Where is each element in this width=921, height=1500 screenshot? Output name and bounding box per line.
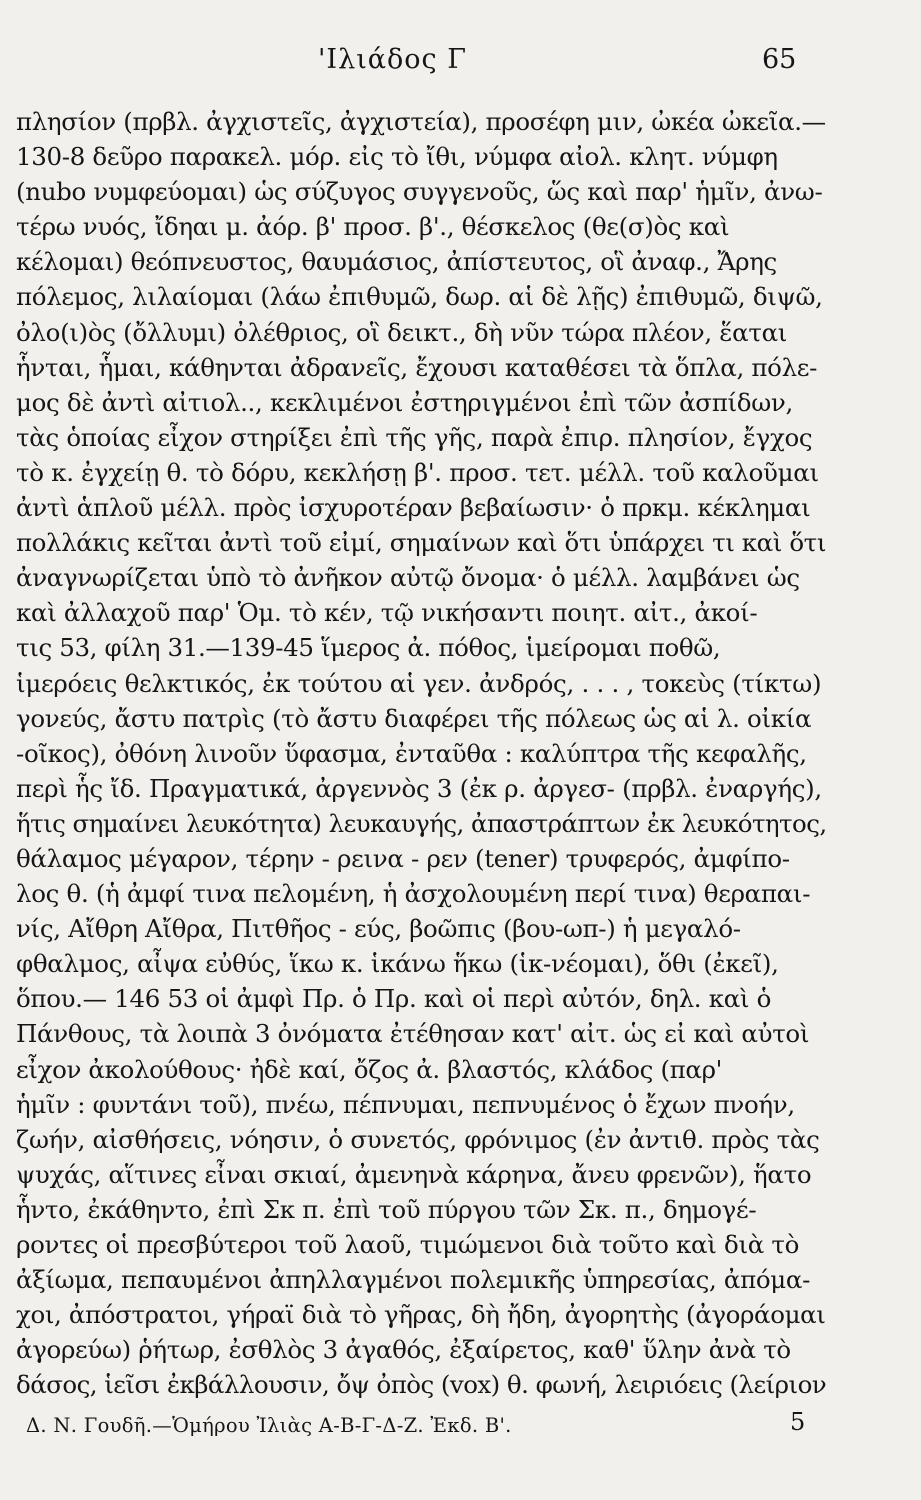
- text-line: ἀξίωμα, πεπαυμένοι ἀπηλλαγμένοι πολεμικῆς ὑπηρεσίας, ἀπόμα-: [16, 1265, 811, 1295]
- text-line: ροντες οἱ πρεσβύτεροι τοῦ λαοῦ, τιμώμενοι διὰ τοῦτο καὶ διὰ τὸ: [16, 1230, 800, 1259]
- commentary-text: [16, 104, 846, 1402]
- text-line: τὰς ὁποίας εἶχον στηρίξει ἐπὶ τῆς γῆς, παρὰ ἐπιρ. πλησίον, ἔγχος: [16, 422, 813, 452]
- text-line: εἶχον ἀκολούθους· ἠδὲ καί, ὄζος ἀ. βλαστός, κλάδος (παρ': [16, 1054, 723, 1084]
- text-line: (nubo νυμφεύομαι) ὡς σύζυγος συγγενοῦς, ὥς καὶ παρ' ἡμῖν, ἀνω-: [16, 177, 823, 207]
- footer: [26, 1408, 816, 1446]
- text-line: ἧντο, ἐκάθηντο, ἐπὶ Σκ π. ἐπὶ τοῦ πύργου τῶν Σκ. π., δημογέ-: [16, 1194, 757, 1224]
- text-line: ἀναγνωρίζεται ὑπὸ τὸ ἀνῆκον αὐτῷ ὄνομα· ὁ μέλλ. λαμβάνει ὡς: [16, 563, 800, 593]
- text-line: δάσος, ἱεῖσι ἐκβάλλουσιν, ὄψ ὀπὸς (vox) θ. φωνή, λειριόεις (λείριον: [16, 1370, 827, 1400]
- text-line: 130-8 δεῦρο παρακελ. μόρ. εἰς τὸ ἴθι, νύμφα αἰολ. κλητ. νύμφη: [16, 142, 778, 172]
- text-line: γονεύς, ἄστυ πατρὶς (τὸ ἄστυ διαφέρει τῆς πόλεως ὡς αἱ λ. οἰκία: [16, 703, 812, 733]
- text-line: τὸ κ. ἐγχείῃ θ. τὸ δόρυ, κεκλήσῃ β'. προσ. τετ. μέλλ. τοῦ καλοῦμαι: [16, 457, 819, 487]
- text-line: ἀγορεύω) ῥήτωρ, ἐσθλὸς 3 ἀγαθός, ἐξαίρετος, καθ' ὕλην ἀνὰ τὸ: [16, 1335, 791, 1365]
- text-line: τις 53, φίλη 31.—139-45 ἵμερος ἀ. πόθος, ἱμείρομαι ποθῶ,: [16, 633, 721, 663]
- text-line: ὅπου.— 146 53 οἱ ἀμφὶ Πρ. ὁ Πρ. καὶ οἱ περὶ αὐτόν, δηλ. καὶ ὁ: [16, 984, 772, 1014]
- text-line: φθαλμος, αἶψα εὐθύς, ἵκω κ. ἱκάνω ἥκω (ἱκ-νέομαι), ὅθι (ἐκεῖ),: [16, 949, 779, 979]
- text-line: καὶ ἀλλαχοῦ παρ' Ὁμ. τὸ κέν, τῷ νικήσαντι ποιητ. αἰτ., ἀκοί-: [16, 598, 758, 628]
- text-line: ἧνται, ἧμαι, κάθηνται ἀδρανεῖς, ἔχουσι καταθέσει τὰ ὅπλα, πόλε-: [16, 352, 818, 382]
- text-line: πόλεμος, λιλαίομαι (λάω ἐπιθυμῶ, δωρ. αἱ δὲ λῇς) ἐπιθυμῶ, διψῶ,: [16, 282, 823, 312]
- text-line: θάλαμος μέγαρον, τέρην - ρεινα - ρεν (tener) τρυφερός, ἀμφίπο-: [16, 843, 790, 873]
- running-title: 'Ιλιάδος Γ: [318, 44, 467, 75]
- text-line: πολλάκις κεῖται ἀντὶ τοῦ εἰμί, σημαίνων καὶ ὅτι ὑπάρχει τι καὶ ὅτι: [16, 528, 827, 558]
- footer-imprint: Δ. Ν. Γουδῆ.—Ὁμήρου Ἰλιὰς Α-Β-Γ-Δ-Ζ. Ἐκδ. Β'.: [26, 1414, 512, 1437]
- text-line: χοι, ἀπόστρατοι, γήραϊ διὰ τὸ γῆρας, δὴ ἤδη, ἀγορητὴς (ἀγοράομαι: [16, 1300, 826, 1330]
- running-header: [0, 38, 921, 88]
- text-line: -οῖκος), ὀθόνη λινοῦν ὕφασμα, ἐνταῦθα : καλύπτρα τῆς κεφαλῆς,: [16, 738, 807, 768]
- text-line: ὀλο(ι)ὸς (ὄλλυμι) ὀλέθριος, οἳ δεικτ., δὴ νῦν τώρα πλέον, ἕαται: [16, 317, 788, 347]
- text-line: πλησίον (πρβλ. ἀγχιστεῖς, ἀγχιστεία), προσέφη μιν, ὠκέα ὠκεῖα.—: [16, 107, 826, 136]
- text-line: Πάνθους, τὰ λοιπὰ 3 ὀνόματα ἐτέθησαν κατ' αἰτ. ὡς εἰ καὶ αὐτοὶ: [16, 1019, 810, 1049]
- sheet-number: 5: [790, 1408, 806, 1436]
- text-line: νίς, Αἴθρη Αἴθρα, Πιτθῆος - εύς, βοῶπις (βου-ωπ-) ἡ μεγαλό-: [16, 914, 741, 944]
- text-line: ζωήν, αἰσθήσεις, νόησιν, ὁ συνετός, φρόνιμος (ἐν ἀντιθ. πρὸς τὰς: [16, 1124, 820, 1154]
- text-line: ἱμερόεις θελκτικός, ἐκ τούτου αἱ γεν. ἀνδρός, . . . , τοκεὺς (τίκτω): [16, 668, 822, 698]
- text-line: ἀντὶ ἁπλοῦ μέλλ. πρὸς ἰσχυροτέραν βεβαίωσιν· ὁ πρκμ. κέκλημαι: [16, 493, 811, 523]
- text-line: κέλομαι) θεόπνευστος, θαυμάσιος, ἀπίστευτος, οἳ ἀναφ., Ἄρης: [16, 247, 777, 277]
- text-line: περὶ ἧς ἴδ. Πραγματικά, ἀργεννὸς 3 (ἐκ ρ. ἀργεσ- (πρβλ. ἐναργής),: [16, 773, 822, 803]
- text-line: μος δὲ ἀντὶ αἰτιολ.., κεκλιμένοι ἐστηριγμένοι ἐπὶ τῶν ἀσπίδων,: [16, 387, 793, 417]
- text-line: ἥτις σημαίνει λευκότητα) λευκαυγής, ἀπαστράπτων ἐκ λευκότητος,: [16, 808, 827, 838]
- text-line: λος θ. (ἡ ἀμφί τινα πελομένη, ἡ ἀσχολουμένη περί τινα) θεραπαι-: [16, 879, 811, 909]
- text-line: ἡμῖν : φυντάνι τοῦ), πνέω, πέπνυμαι, πεπνυμένος ὁ ἔχων πνοήν,: [16, 1089, 795, 1119]
- text-line: τέρω νυός, ἴδηαι μ. ἀόρ. β' προσ. β'., θέσκελος (θε(σ)ὸς καὶ: [16, 212, 730, 242]
- page-number: 65: [762, 44, 797, 75]
- text-line: ψυχάς, αἵτινες εἶναι σκιαί, ἀμενηνὰ κάρηνα, ἄνευ φρενῶν), ἥατο: [16, 1159, 812, 1189]
